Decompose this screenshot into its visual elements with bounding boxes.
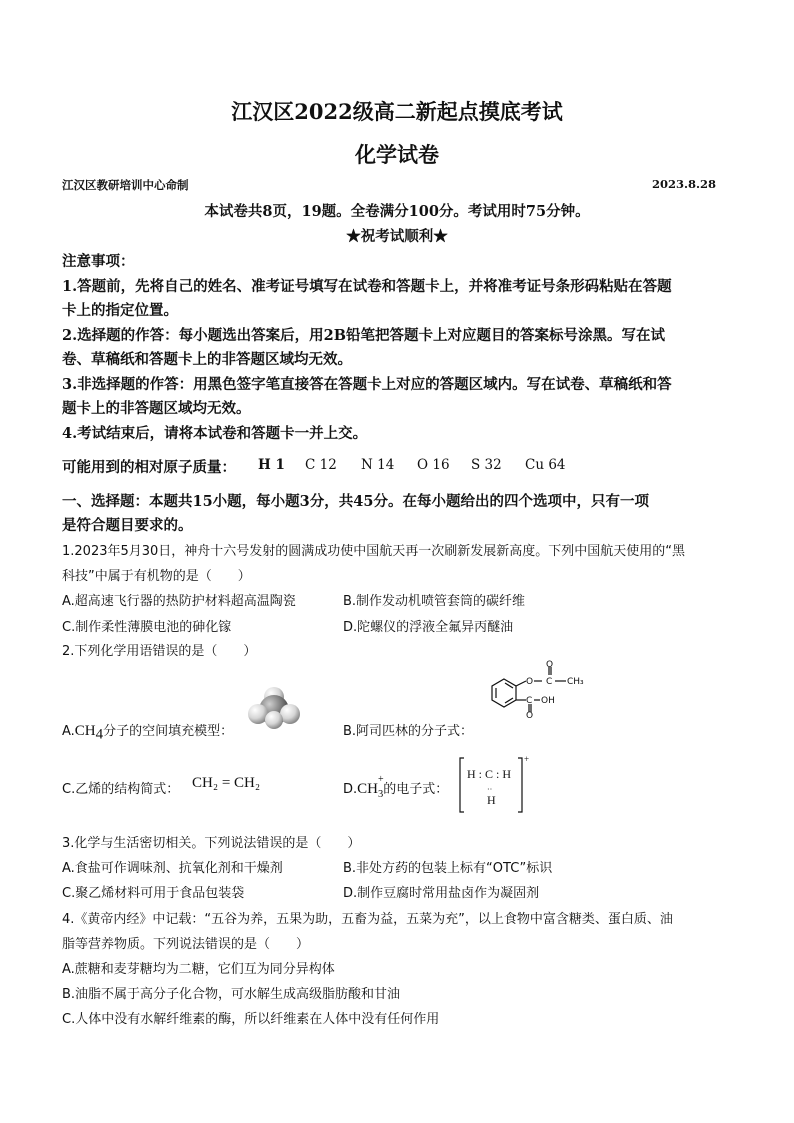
notes-heading: 注意事项： bbox=[62, 253, 135, 270]
exam-date: 2023.8.28 bbox=[652, 177, 717, 191]
edot-charge: + bbox=[524, 754, 530, 764]
q4-stem: 4.《黄帝内经》中记载：“五谷为养，五果为助，五畜为益，五菜为充”，以上食物中富含糖类、蛋白质、油 bbox=[62, 912, 673, 927]
atomic-mass-s: S 32 bbox=[471, 457, 502, 473]
q4-option-b: B.油脂不属于高分子化合物，可水解生成高级脂肪酸和甘油 bbox=[62, 987, 401, 1002]
q4-option-a: A.蔗糖和麦芽糖均为二糖，它们互为同分异构体 bbox=[62, 962, 335, 977]
atomic-mass-n: N 14 bbox=[361, 457, 395, 473]
note-line: 4.考试结束后，请将本试卷和答题卡一并上交。 bbox=[62, 425, 368, 442]
q1-option-a: A.超高速飞行器的热防护材料超高温陶瓷 bbox=[62, 594, 296, 609]
aspirin-o-top: O bbox=[546, 660, 554, 670]
q2-option-b: B.阿司匹林的分子式： bbox=[343, 724, 474, 739]
note-line: 题卡上的非答题区域均无效。 bbox=[62, 400, 251, 417]
exam-wish: ★祝考试顺利★ bbox=[346, 228, 448, 245]
aspirin-oh: OH bbox=[541, 696, 555, 706]
q3-option-a: A.食盐可作调味剂、抗氧化剂和干燥剂 bbox=[62, 861, 283, 876]
aspirin-c2: C bbox=[526, 696, 533, 706]
aspirin-o1: O bbox=[526, 677, 534, 687]
ch3-formula: CH bbox=[357, 781, 378, 797]
aspirin-ch3: CH₃ bbox=[567, 677, 584, 687]
aspirin-c1: C bbox=[546, 677, 553, 687]
note-line: 卡上的指定位置。 bbox=[62, 302, 178, 319]
q3-stem: 3.化学与生活密切相关。下列说法错误的是（ ） bbox=[62, 836, 361, 851]
q1-option-c: C.制作柔性薄膜电池的砷化镓 bbox=[62, 620, 232, 635]
q2-stem: 2.下列化学用语错误的是（ ） bbox=[62, 644, 257, 659]
edot-bottom-h: H bbox=[487, 793, 496, 807]
q2-option-c: C.乙烯的结构简式： bbox=[62, 782, 180, 797]
q2-option-a: $A.CH_4$分子的空间填充模型： bbox=[62, 723, 234, 743]
q4-option-c: C.人体中没有水解纤维素的酶，所以纤维素在人体中没有任何作用 bbox=[62, 1012, 440, 1027]
section-heading-cont: 是符合题目要求的。 bbox=[62, 517, 193, 534]
q3-option-c: C.聚乙烯材料可用于食品包装袋 bbox=[62, 886, 245, 901]
q1-stem-cont: 科技”中属于有机物的是（ ） bbox=[62, 569, 251, 584]
aspirin-structure-diagram bbox=[476, 660, 596, 718]
q4-stem-cont: 脂等营养物质。下列说法错误的是（ ） bbox=[62, 937, 310, 952]
note-line: 3.非选择题的作答：用黑色签字笔直接答在答题卡上对应的答题区域内。写在试卷、草稿纸和答 bbox=[62, 376, 672, 393]
exam-subtitle: 化学试卷 bbox=[355, 142, 439, 167]
section-heading: 一、选择题：本题共15小题，每小题3分，共45分。在每小题给出的四个选项中，只有一项 bbox=[62, 493, 649, 510]
note-line: 卷、草稿纸和答题卡上的非答题区域均无效。 bbox=[62, 351, 352, 368]
exam-title: 江汉区2022级高二新起点摸底考试 bbox=[231, 99, 563, 124]
edot-dots: ·· bbox=[487, 785, 493, 794]
q3-option-d: D.制作豆腐时常用盐卤作为凝固剂 bbox=[343, 886, 540, 901]
issuer: 江汉区教研培训中心命制 bbox=[62, 178, 189, 192]
exam-summary: 本试卷共8页，19题。全卷满分100分。考试用时75分钟。 bbox=[204, 203, 590, 220]
aspirin-o2: O bbox=[526, 711, 534, 718]
q1-option-b: B.制作发动机喷管套筒的碳纤维 bbox=[343, 594, 526, 609]
q2-option-d: D.CH + $_3$的电子式： bbox=[343, 774, 449, 800]
atomic-mass-c: C 12 bbox=[305, 457, 337, 473]
atomic-mass-label: 可能用到的相对原子质量： bbox=[62, 459, 236, 476]
ch4-space-filling-model-icon bbox=[246, 686, 302, 730]
ethylene-formula: CH₂ = CH₂ bbox=[192, 775, 261, 791]
ch3-cation-electron-dot-diagram bbox=[456, 752, 536, 816]
note-line: 2.选择题的作答：每小题选出答案后，用2B铅笔把答题卡上对应题目的答案标号涂黑。写在试 bbox=[62, 327, 665, 344]
q3-option-b: B.非处方药的包装上标有“OTC”标识 bbox=[343, 861, 553, 876]
atomic-mass-cu: Cu 64 bbox=[525, 457, 566, 473]
atomic-mass-h: H 1 bbox=[258, 457, 285, 473]
q1-stem: 1.2023年5月30日，神舟十六号发射的圆满成功使中国航天再一次刷新发展新高度。下列中国航天使用的“黑 bbox=[62, 544, 686, 559]
note-line: 1.答题前，先将自己的姓名、准考证号填写在试卷和答题卡上，并将准考证号条形码粘贴在答题 bbox=[62, 278, 672, 295]
q1-option-d: D.陀螺仪的浮液全氟异丙醚油 bbox=[343, 620, 514, 635]
edot-top-row: H : C : H bbox=[467, 767, 512, 781]
ch4-formula: CH bbox=[74, 723, 96, 739]
atomic-mass-o: O 16 bbox=[417, 457, 450, 473]
